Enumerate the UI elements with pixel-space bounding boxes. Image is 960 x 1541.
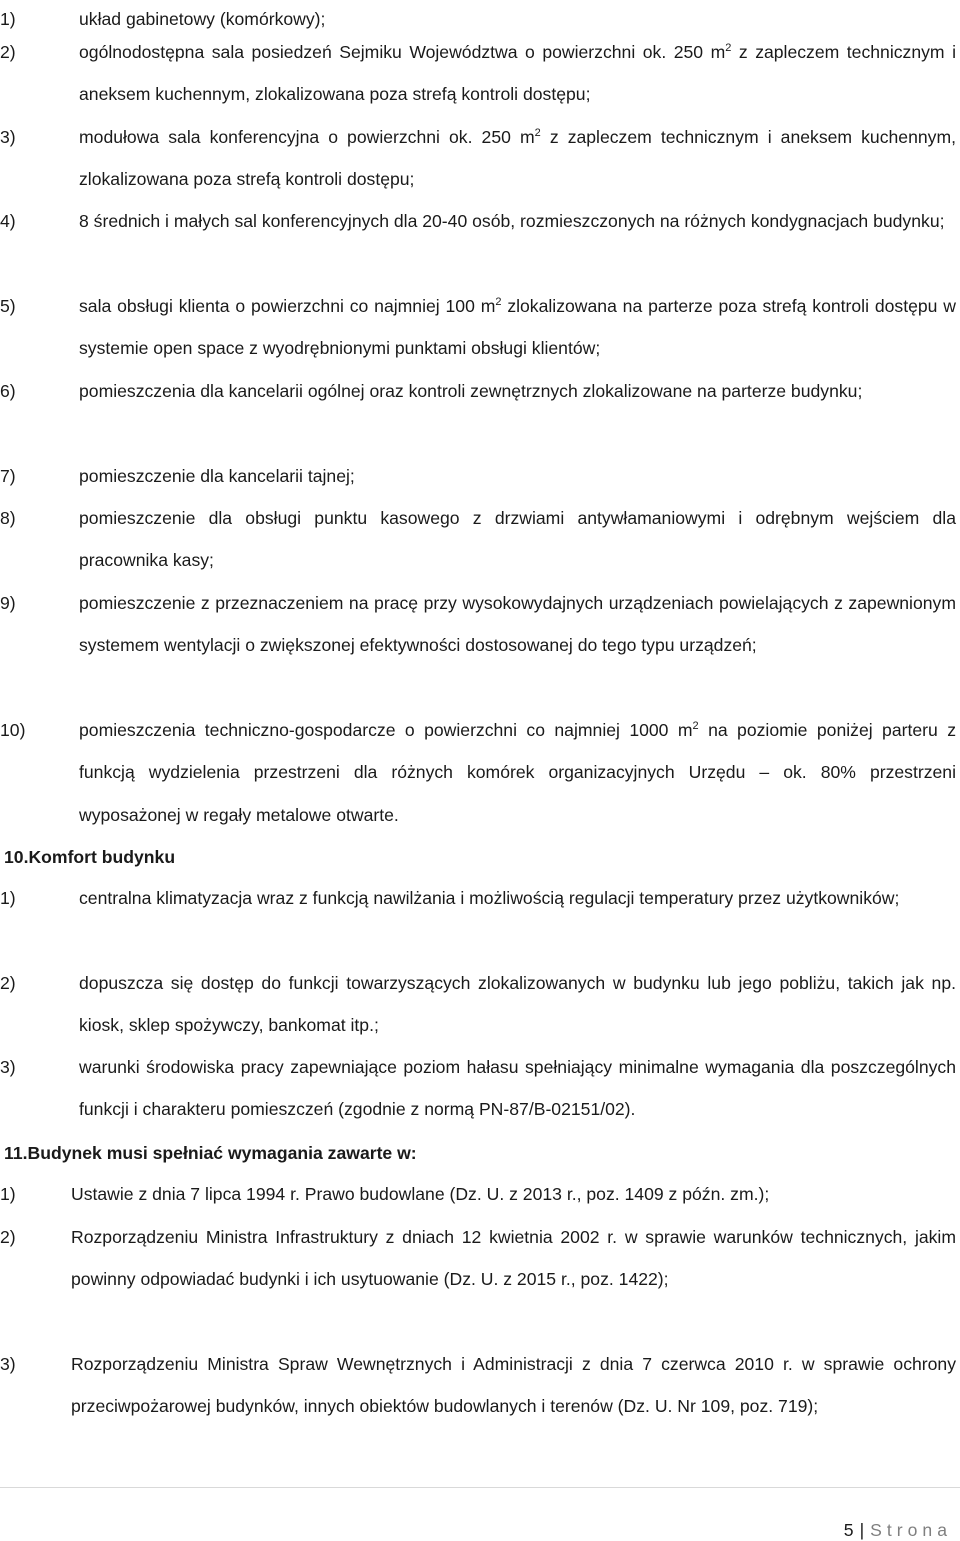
item-text: pomieszczenie dla kancelarii tajnej; — [79, 466, 355, 486]
item-text: sala obsługi klienta o powierzchni co najmniej 100 $m^2$ zlokalizowana na parterze poza strefą kontroli dostępu w systemie open space z wyodrębnionymi punktami obsługi klientów; — [79, 296, 956, 359]
list-item — [0, 582, 956, 667]
superscript: 2 — [725, 42, 732, 54]
item-number: 1) — [0, 1184, 16, 1204]
superscript: 2 — [534, 127, 541, 139]
item-number: 5) — [0, 296, 16, 316]
item-number: 10) — [0, 720, 26, 740]
list-item — [0, 116, 956, 201]
item-number: 1) — [0, 9, 16, 29]
item-number: 3) — [0, 1354, 16, 1374]
item-text: 8 średnich i małych sal konferencyjnych dla 20-40 osób, rozmieszczonych na różnych kondygnacjach budynku; — [79, 211, 945, 231]
list-item — [0, 370, 956, 412]
page-label: Strona — [870, 1520, 952, 1540]
item-number: 2) — [0, 1227, 16, 1247]
list-item — [0, 1216, 956, 1301]
item-number: 3) — [0, 1057, 16, 1077]
footer-divider — [0, 1487, 960, 1488]
list-item — [0, 285, 956, 370]
item-number: 7) — [0, 466, 16, 486]
item-number: 1) — [0, 888, 16, 908]
superscript: 2 — [495, 296, 502, 308]
item-number: 6) — [0, 381, 16, 401]
list-item — [0, 200, 956, 242]
list-item — [0, 497, 956, 582]
item-text: modułowa sala konferencyjna o powierzchni ok. 250 $m^2$ z zapleczem technicznym i aneksem kuchennym, zlokalizowana poza strefą kontroli dostępu; — [79, 127, 956, 190]
list-item — [0, 455, 956, 497]
item-text: pomieszczenie dla obsługi punktu kasowego z drzwiami antywłamaniowymi i odrębnym wejściem dla pracownika kasy; — [79, 508, 956, 571]
superscript: 2 — [692, 720, 699, 732]
item-text: pomieszczenia techniczno-gospodarcze o powierzchni co najmniej 1000 $m^2$ na poziomie poniżej parteru z funkcją wydzielenia przestrzeni dla różnych komórek organizacyjnych Urzędu – ok. 80% przestrzeni wyposażonej w regały metalowe otwarte. — [79, 720, 956, 825]
item-number: 2) — [0, 42, 16, 62]
heading-title: Budynek musi spełniać wymagania zawarte w: — [27, 1143, 417, 1163]
heading-title: Komfort budynku — [28, 847, 176, 867]
item-text: pomieszczenia dla kancelarii ogólnej oraz kontroli zewnętrznych zlokalizowane na parterze budynku; — [79, 381, 863, 401]
item-text: Rozporządzeniu Ministra Infrastruktury z dniach 12 kwietnia 2002 r. w sprawie warunków technicznych, jakim powinny odpowiadać budynki i ich usytuowanie (Dz. U. z 2015 r., poz. 1422); — [71, 1227, 956, 1290]
list-item — [0, 1046, 956, 1131]
item-text: pomieszczenie z przeznaczeniem na pracę przy wysokowydajnych urządzeniach powielających z zapewnionym systemem wentylacji o zwiększonej efektywności dostosowanej do tego typu urządzeń; — [79, 593, 956, 656]
item-text: centralna klimatyzacja wraz z funkcją nawilżania i możliwością regulacji temperatury przez użytkowników; — [79, 888, 900, 908]
item-text: Rozporządzeniu Ministra Spraw Wewnętrznych i Administracji z dnia 7 czerwca 2010 r. w sprawie ochrony przeciwpożarowej budynków, innych obiektów budowlanych i terenów (Dz. U. Nr 109, poz. 719); — [71, 1354, 956, 1417]
item-number: 2) — [0, 973, 16, 993]
footer-separator: | — [859, 1520, 865, 1540]
item-text: układ gabinetowy (komórkowy); — [79, 9, 326, 29]
list-item — [0, 962, 956, 1047]
item-text: dopuszcza się dostęp do funkcji towarzyszących zlokalizowanych w budynku lub jego pobliżu, takich jak np. kiosk, sklep spożywczy, bankomat itp.; — [79, 973, 956, 1036]
list-item — [0, 877, 956, 919]
heading-number: 10. — [4, 847, 29, 867]
item-text: ogólnodostępna sala posiedzeń Sejmiku Województwa o powierzchni ok. 250 $m^2$ z zapleczem technicznym i aneksem kuchennym, zlokalizowana poza strefą kontroli dostępu; — [79, 42, 956, 105]
section-heading — [4, 1138, 417, 1168]
item-text: warunki środowiska pracy zapewniające poziom hałasu spełniający minimalne wymagania dla poszczególnych funkcji i charakteru pomieszczeń (zgodnie z normą PN-87/B-02151/02). — [79, 1057, 956, 1120]
list-item — [0, 1343, 956, 1428]
item-number: 3) — [0, 127, 16, 147]
item-number: 8) — [0, 508, 16, 528]
list-item — [0, 31, 956, 116]
page-number: 5 — [843, 1520, 854, 1540]
item-number: 9) — [0, 593, 16, 613]
item-text: Ustawie z dnia 7 lipca 1994 r. Prawo budowlane (Dz. U. z 2013 r., poz. 1409 z późn. zm.); — [71, 1184, 770, 1204]
page-footer — [844, 1519, 952, 1541]
list-item — [0, 1173, 956, 1215]
list-item — [0, 709, 956, 836]
section-heading — [4, 842, 175, 872]
heading-number: 11. — [4, 1143, 28, 1163]
item-number: 4) — [0, 211, 16, 231]
